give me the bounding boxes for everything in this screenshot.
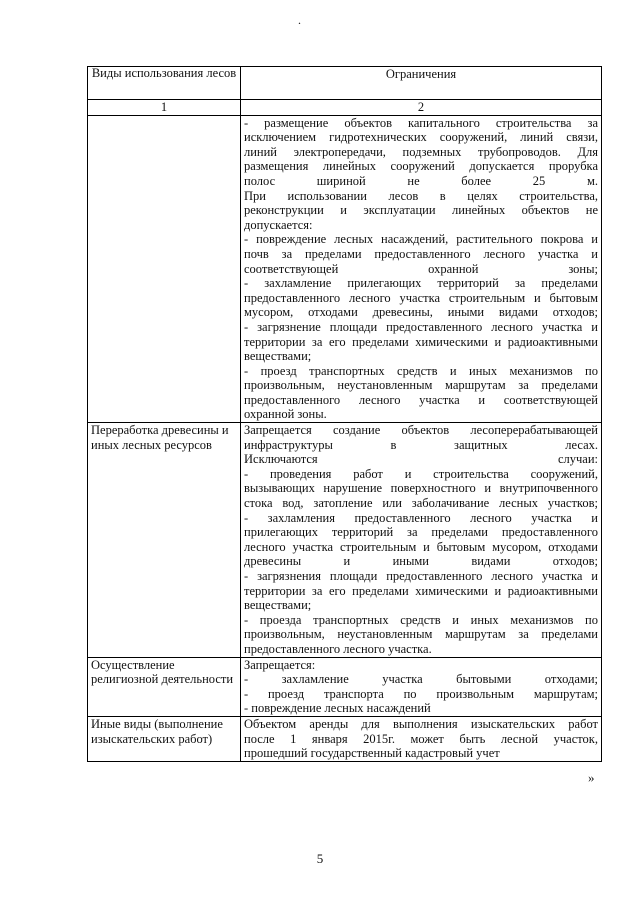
restriction-line: территории за его пределами химическими и радиоактивными bbox=[244, 583, 598, 598]
table-row bbox=[88, 423, 602, 658]
usage-type-cell: Иные виды (выполнение изыскательских работ) bbox=[88, 716, 241, 761]
header-usage-types: Виды использования лесов bbox=[88, 67, 241, 100]
restriction-line: размещения линейных сооружений допускается прорубка bbox=[244, 159, 598, 174]
closing-quote: » bbox=[588, 770, 595, 785]
restriction-line: инфраструктуры в защитных лесах. bbox=[244, 437, 598, 452]
restriction-line: предоставленного лесного участка. bbox=[244, 641, 432, 656]
restriction-line: мусором, отходами древесины, иными видами отходов; bbox=[244, 305, 598, 320]
restriction-line: произвольным, неустановленным маршрутам за пределами bbox=[244, 627, 598, 642]
restrictions-cell bbox=[241, 716, 602, 761]
restrictions-table bbox=[87, 66, 602, 762]
restrictions-cell bbox=[241, 115, 602, 422]
restriction-line: реконструкции и эксплуатации линейных объектов не bbox=[244, 203, 598, 218]
restriction-line: линий электропередачи, подземных трубопроводов. Для bbox=[244, 144, 598, 159]
restriction-line: стока вод, затопление или заболачивание лесных участков; bbox=[244, 496, 598, 511]
restriction-line: - захламление прилегающих территорий за пределами bbox=[244, 276, 598, 291]
table-row bbox=[88, 115, 602, 422]
column-number-row bbox=[88, 100, 602, 116]
table-header-row bbox=[88, 67, 602, 100]
restriction-line: соответствующей охранной зоны; bbox=[244, 261, 598, 276]
column-number-2: 2 bbox=[241, 100, 602, 116]
restriction-line: - повреждение лесных насаждений bbox=[244, 701, 431, 716]
restriction-line: - проезда транспортных средств и иных механизмов по bbox=[244, 612, 598, 627]
header-restrictions: Ограничения bbox=[241, 67, 602, 100]
usage-type-cell: Переработка древесины и иных лесных ресурсов bbox=[88, 423, 241, 658]
restriction-line: При использовании лесов в целях строительства, bbox=[244, 188, 598, 203]
restriction-line: предоставленного лесного участка строительным и бытовым bbox=[244, 290, 598, 305]
restriction-line: - захламления предоставленного лесного участка и bbox=[244, 510, 598, 525]
restriction-line: лесного участка строительным и бытовым мусором, отходами bbox=[244, 539, 598, 554]
restriction-line: - повреждение лесных насаждений, растительного покрова и bbox=[244, 232, 598, 247]
restriction-line: - проведения работ и строительства сооружений, bbox=[244, 466, 598, 481]
restriction-line: веществами; bbox=[244, 598, 312, 613]
restriction-line: полос шириной не более 25 м. bbox=[244, 173, 598, 188]
restriction-line: почв за пределами предоставленного лесного участка и bbox=[244, 246, 598, 261]
restriction-line: территории за его пределами химическими и радиоактивными bbox=[244, 334, 598, 349]
usage-type-cell: Осуществление религиозной деятельности bbox=[88, 657, 241, 716]
restriction-line: Объектом аренды для выполнения изыскательских работ bbox=[244, 716, 598, 731]
restriction-line: вызывающих нарушение поверхностного и внутрипочвенного bbox=[244, 481, 598, 496]
table-row bbox=[88, 716, 602, 761]
restriction-line: - размещение объектов капитального строительства за bbox=[244, 115, 598, 130]
restriction-line: Исключаются случаи: bbox=[244, 452, 598, 467]
restriction-line: - захламление участка бытовыми отходами; bbox=[244, 672, 598, 687]
table-row bbox=[88, 657, 602, 716]
page-number: 5 bbox=[316, 851, 324, 866]
restriction-line: исключением гидротехнических сооружений, линий связи, bbox=[244, 130, 598, 145]
restriction-line: - загрязнение площади предоставленного лесного участка и bbox=[244, 319, 598, 334]
restriction-line: - загрязнения площади предоставленного лесного участка и bbox=[244, 569, 598, 583]
restriction-line: допускается: bbox=[244, 217, 313, 232]
restriction-line: Запрещается: bbox=[244, 657, 316, 672]
restriction-line: предоставленного лесного участка и соответствующей bbox=[244, 392, 598, 407]
restriction-line: охранной зоны. bbox=[244, 407, 327, 422]
usage-type-cell bbox=[88, 115, 241, 422]
column-number-1: 1 bbox=[88, 100, 241, 116]
restriction-line: прошедший государственный кадастровый учет bbox=[244, 746, 500, 761]
top-mark: . bbox=[298, 13, 301, 27]
restriction-line: произвольным, неустановленным маршрутам за пределами bbox=[244, 378, 598, 393]
restriction-line: прилегающих территорий за пределами предоставленного bbox=[244, 525, 598, 540]
restriction-line: - проезд транспортных средств и иных механизмов по bbox=[244, 363, 598, 378]
restriction-line: Запрещается создание объектов лесоперерабатывающей bbox=[244, 423, 598, 438]
restriction-line: веществами; bbox=[244, 349, 312, 364]
restrictions-cell bbox=[241, 657, 602, 716]
restrictions-cell bbox=[241, 423, 602, 658]
restriction-line: древесины и иными видами отходов; bbox=[244, 554, 598, 569]
restriction-line: - проезд транспорта по произвольным маршрутам; bbox=[244, 686, 598, 701]
restriction-line: после 1 января 2015г. может быть лесной участок, bbox=[244, 731, 598, 746]
